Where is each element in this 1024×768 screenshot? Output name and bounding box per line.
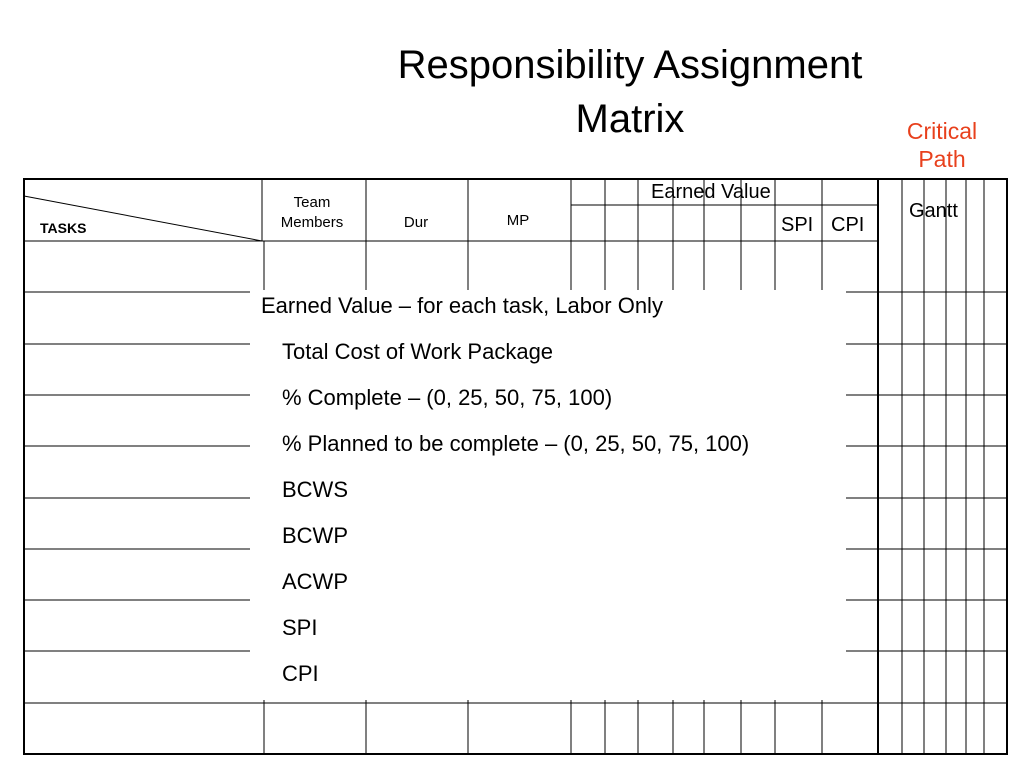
mp-header: MP <box>506 212 530 229</box>
slide-title-line-1: Responsibility Assignment <box>397 43 863 87</box>
earned-value-header: Earned Value <box>651 181 771 203</box>
gantt-header: Gantt <box>909 200 958 222</box>
spi-header: SPI <box>781 214 814 236</box>
ev-item-acwp: ACWP <box>282 569 348 594</box>
ev-item-spi: SPI <box>282 615 318 640</box>
tasks-header: TASKS <box>40 220 87 236</box>
critical-path-label-line-2: Path <box>918 146 966 172</box>
ev-item-percent-planned: % Planned to be complete – (0, 25, 50, 75, 100) <box>282 431 750 456</box>
ev-item-total-cost: Total Cost of Work Package <box>282 339 554 364</box>
slide-title-line-2: Matrix <box>575 97 685 141</box>
ev-item-cpi: CPI <box>282 661 319 686</box>
gantt-column-lines <box>902 179 984 754</box>
dur-header: Dur <box>403 214 429 231</box>
ev-item-bcws: BCWS <box>282 477 348 502</box>
team-members-header-line-1: Team <box>293 194 331 211</box>
ev-item-percent-complete: % Complete – (0, 25, 50, 75, 100) <box>282 385 613 410</box>
earned-value-note-heading: Earned Value – for each task, Labor Only <box>261 293 663 318</box>
team-members-header-line-2: Members <box>280 214 344 231</box>
ev-item-bcwp: BCWP <box>282 523 348 548</box>
cpi-header: CPI <box>831 214 865 236</box>
critical-path-label-line-1: Critical <box>906 118 978 144</box>
